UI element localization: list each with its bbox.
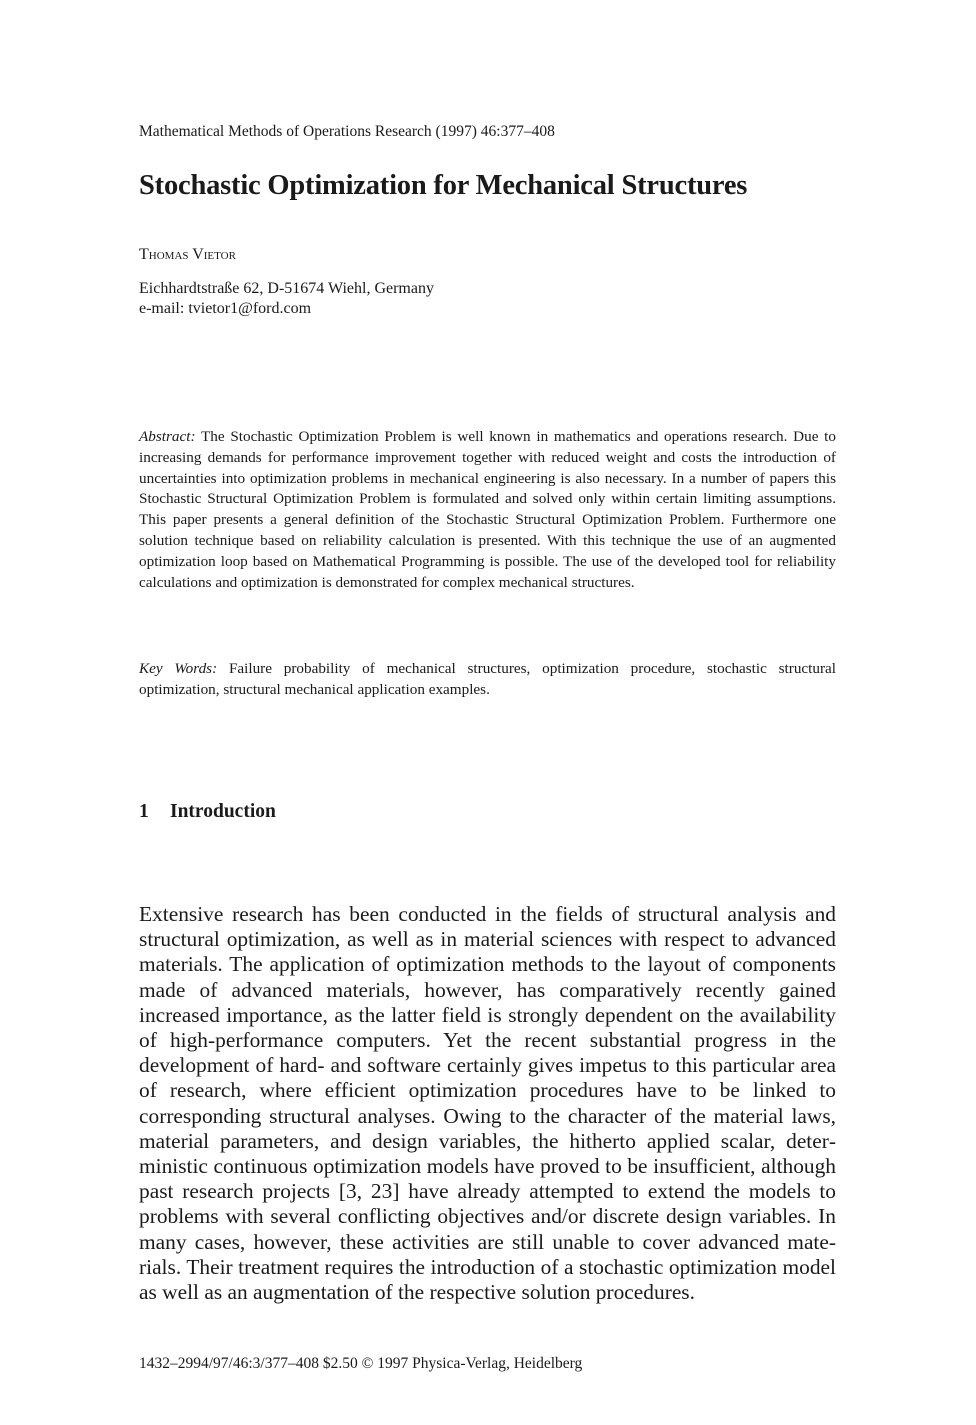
address-line: Eichhardtstraße 62, D-51674 Wiehl, Germany: [139, 280, 434, 297]
journal-citation: Mathematical Methods of Operations Research (1997) 46:377–408: [139, 123, 555, 140]
section-number: 1: [139, 801, 149, 822]
abstract: [139, 427, 836, 593]
keywords-text: Failure probability of mechanical structures, optimization procedure, stochastic structural optimization, structural mechanical application examples.: [139, 660, 836, 698]
section-heading: [139, 801, 276, 823]
author-affiliation: [139, 279, 434, 319]
paper-title: Stochastic Optimization for Mechanical Structures: [139, 170, 748, 201]
abstract-label: Abstract:: [139, 428, 196, 445]
introduction-paragraph: Extensive research has been conducted in the fields of structural analysis and structural optimization, as well as in material sciences with respect to advanced materials. The application of optimization methods to the layout of components made of advanced materials, however, has comparatively recently gained increased importance, as the latter field is strongly dependent on the availability of high-performance computers. Yet the recent substantial progress in the development of hard- and software certainly gives impetus to this particular area of research, where efficient optimization procedures have to be linked to corresponding structural analyses. Owing to the character of the material laws, material parameters, and design variables, the hitherto applied scalar, deterministic continuous optimization models have proved to be insufficient, although past research projects [3, 23] have already attempted to extend the models to problems with several conflicting objectives and/or discrete design variables. In many cases, however, these activities are still unable to cover advanced materials. Their treatment requires the introduction of a stochastic optimization model as well as an augmentation of the respective solution procedures.: [139, 902, 836, 1305]
keywords: [139, 659, 836, 701]
email-line: e-mail: tvietor1@ford.com: [139, 300, 312, 317]
keywords-label: Key Words:: [139, 660, 218, 677]
author-name: Thomas Vietor: [139, 246, 236, 263]
copyright-footer: 1432–2994/97/46:3/377–408 $2.50 © 1997 Physica-Verlag, Heidelberg: [139, 1355, 583, 1372]
abstract-text: The Stochastic Optimization Problem is well known in mathematics and operations research. Due to increasing demands for performance improvement together with reduced weight and costs the introduction of uncertainties into optimization problems in mechanical engineering is also necessary. In a number of papers this Stochastic Structural Optimization Problem is formulated and solved only within certain limiting assumptions. This paper presents a general definition of the Stochastic Structural Optimization Problem. Furthermore one solution technique based on reliability calculation is presented. With this technique the use of an augmented optimization loop based on Mathematical Programming is possible. The use of the developed tool for reliability calculations and optimization is demonstrated for complex mechanical structures.: [139, 428, 836, 591]
section-title: Introduction: [170, 801, 276, 822]
